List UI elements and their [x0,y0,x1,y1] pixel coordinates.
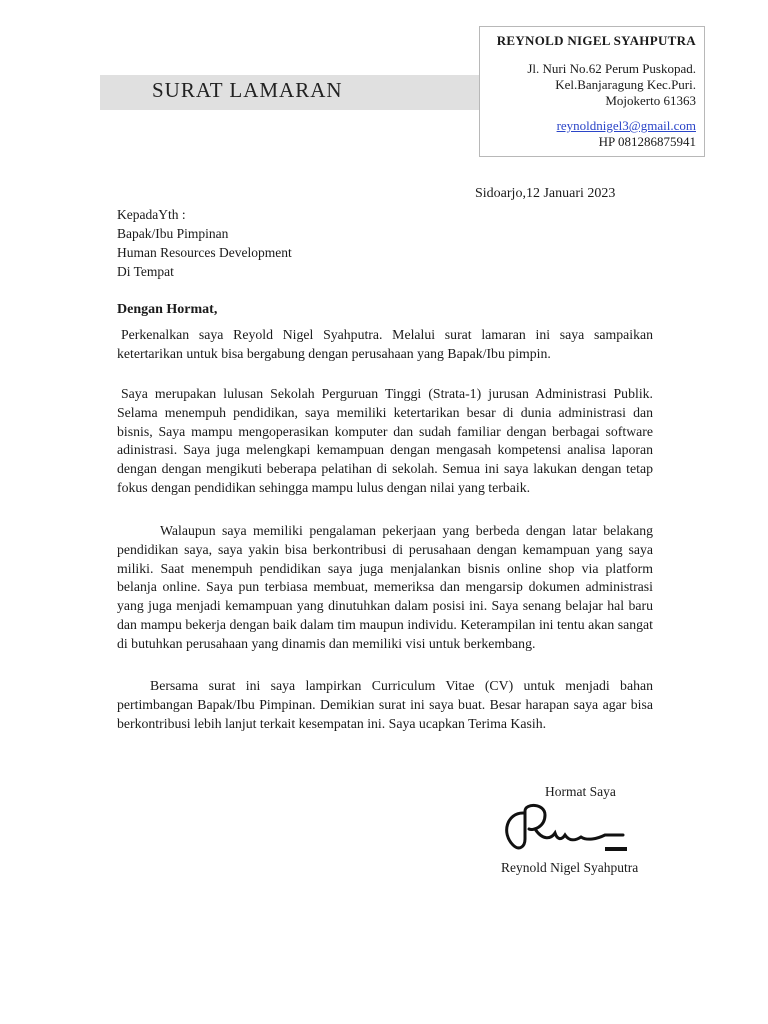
address-line-3: Mojokerto 61363 [605,93,696,108]
address-line-1: Jl. Nuri No.62 Perum Puskopad. [527,61,696,76]
document-title: SURAT LAMARAN [152,78,343,102]
paragraph-closing: Bersama surat ini saya lampirkan Curriculum Vitae (CV) untuk menjadi bahan pertimbangan Bapak/Ibu Pimpinan. Demikian surat ini saya buat. Besar harapan saya agar bisa berkontribusi lebih lanjut terkait kesempatan ini. Saya ucapkan Terima Kasih. [117,678,653,731]
greeting: Dengan Hormat, [117,302,218,317]
paragraph-introduction: Perkenalkan saya Reyold Nigel Syahputra. Melalui surat lamaran ini saya sampaikan ketertarikan untuk bisa bergabung dengan perusahaan yang Bapak/Ibu pimpin. [117,327,653,361]
paragraph-experience: Walaupun saya memiliki pengalaman pekerjaan yang berbeda dengan latar belakang pendidikan saya, saya yakin bisa berkontribusi di perusahaan dengan kemampuan yang saya miliki. Saat menempuh pendidikan saya juga menjalankan bisnis online shop via platform belanja online. Saya pun terbiasa membuat, memeriksa dan mengarsip dokumen administrasi yang juga menjadi kemampuan yang dinutuhkan dalam posisi ini. Saya senang belajar hal baru dan mampu bekerja dengan baik dalam tim maupun individu. Keterampilan ini tentu akan sangat di butuhkan perusahaan yang dinamis dan memiliki visi untuk berkembang. [117,523,653,651]
closing-salutation: Hormat Saya [545,784,616,799]
contact-box [479,26,705,157]
signature [495,795,635,865]
signer-name: Reynold Nigel Syahputra [501,860,639,875]
recipient-line-3: Human Resources Development [117,245,292,260]
phone-number: HP 081286875941 [598,134,696,149]
email-link[interactable]: reynoldnigel3@gmail.com [556,118,696,133]
paragraph-education: Saya merupakan lulusan Sekolah Perguruan Tinggi (Strata-1) jurusan Administrasi Publik. Selama menempuh pendidikan, saya memiliki ketertarikan besar di dunia administrasi dan bisnis, Saya mampu mengoperasikan komputer dan sudah familiar dengan berbagai software adinistrasi. Saya juga melengkapi kemampuan dengan mengasah kompetensi analisa laporan dengan dengan mengikuti beberapa pelatihan di sekolah. Semua ini saya lakukan dengan tetap fokus dengan pendidikan sehingga mampu lulus dengan nilai yang terbaik. [117,386,653,495]
address-line-2: Kel.Banjaragung Kec.Puri. [555,77,696,92]
recipient-line-1: KepadaYth : [117,207,186,222]
letter-date: Sidoarjo,12 Januari 2023 [475,186,616,201]
recipient-line-4: Di Tempat [117,264,174,279]
recipient-block [117,205,292,281]
recipient-line-2: Bapak/Ibu Pimpinan [117,226,229,241]
contact-name: REYNOLD NIGEL SYAHPUTRA [496,33,696,48]
